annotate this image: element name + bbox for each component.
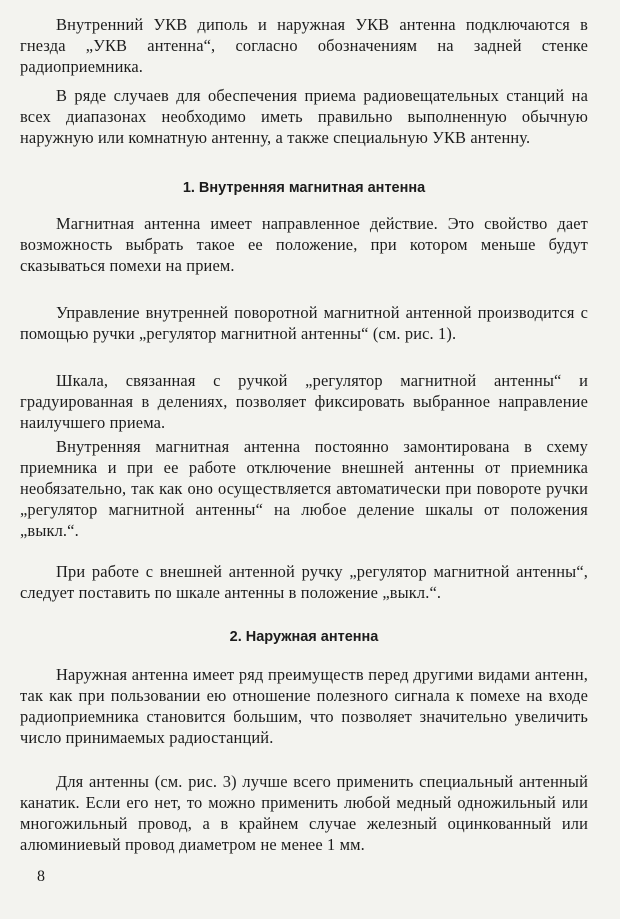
paragraph-scale: Шкала, связанная с ручкой „регулятор магнитной антенны“ и градуированная в делениях, позволяет фиксировать выбранное направление наилучшего приема.: [20, 371, 588, 432]
paragraph-ukv-connection: Внутренний УКВ диполь и наружная УКВ антенна подключаются в гнезда „УКВ антенна“, согласно обозначениям на задней стенке радиоприемника.: [20, 15, 588, 76]
paragraph-antenna-requirements: В ряде случаев для обеспечения приема радиовещательных станций на всех диапазонах необходимо иметь правильно выполненную обычную наружную или комнатную антенну, а также специальную УКВ антенну.: [20, 86, 588, 147]
paragraph-external-antenna-mode: При работе с внешней антенной ручку „регулятор магнитной антенны“, следует поставить по шкале антенны в положение „выкл.“.: [20, 562, 588, 602]
paragraph-magnetic-directional: Магнитная антенна имеет направленное действие. Это свойство дает возможность выбрать такое ее положение, при котором меньше будут сказываться помехи на прием.: [20, 214, 588, 275]
paragraph-magnetic-control: Управление внутренней поворотной магнитной антенной производится с помощью ручки „регулятор магнитной антенны“ (см. рис. 1).: [20, 303, 588, 343]
paragraph-internal-antenna: Внутренняя магнитная антенна постоянно замонтирована в схему приемника и при ее работе отключение внешней антенны от приемника необязательно, так как оно осуществляется автоматически при повороте ручки „регулятор магнитной антенны“ на любое деление шкалы от положения „выкл.“.: [20, 437, 588, 540]
section-heading-outdoor-antenna: 2. Наружная антенна: [229, 629, 379, 645]
page-number: 8: [37, 868, 45, 885]
paragraph-outdoor-advantages: Наружная антенна имеет ряд преимуществ перед другими видами антенн, так как при пользовании ею отношение полезного сигнала к помехе на входе радиоприемника становится большим, что позволяет значительно увеличить число принимаемых радиостанций.: [20, 665, 588, 747]
paragraph-wire-choice: Для антенны (см. рис. 3) лучше всего применить специальный антенный канатик. Если его нет, то можно применить любой медный одножильный или многожильный провод, а в крайнем случае железный оцинкованный или алюминиевый провод диаметром не менее 1 мм.: [20, 772, 588, 854]
section-heading-magnetic-antenna: 1. Внутренняя магнитная антенна: [182, 180, 426, 196]
